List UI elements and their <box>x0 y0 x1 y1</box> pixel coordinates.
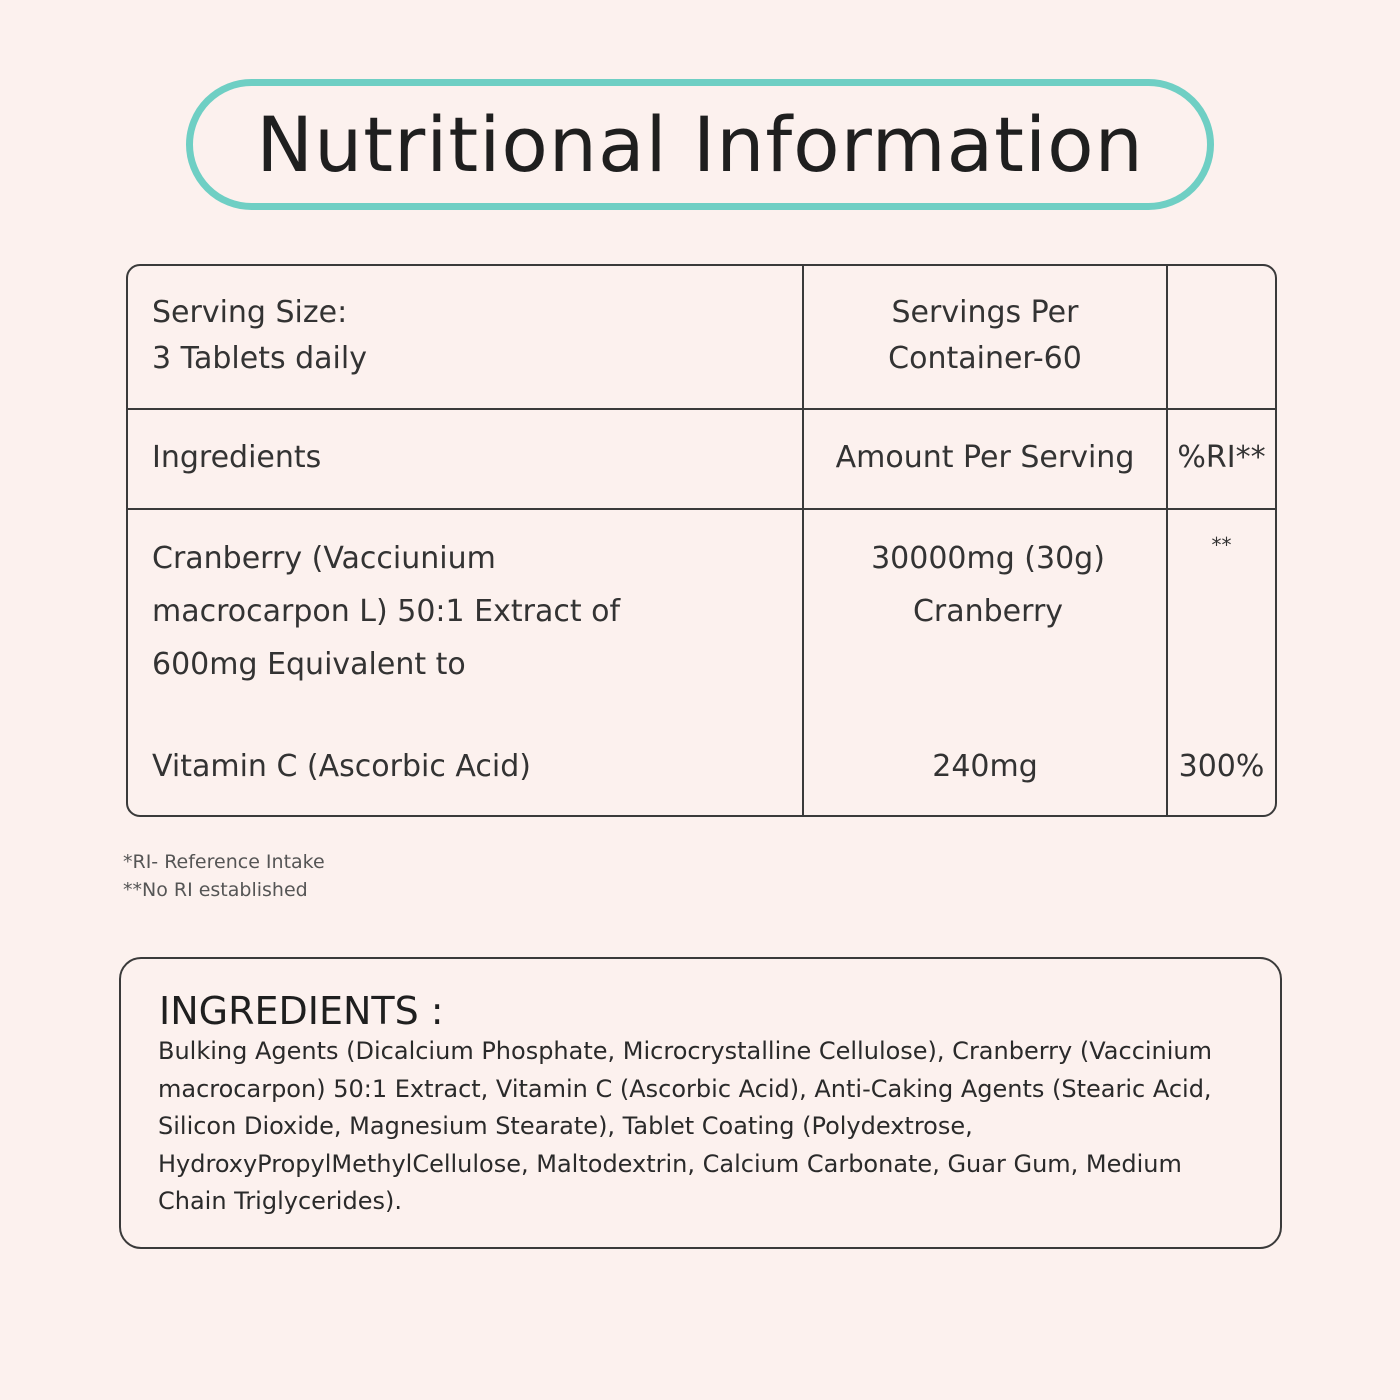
servings-per-line2: Container-60 <box>888 341 1082 376</box>
table-row-cranberry-ri: ** <box>1211 533 1232 557</box>
ingredients-text: Bulking Agents (Dicalcium Phosphate, Microcrystalline Cellulose), Cranberry (Vaccinium macrocarpon) 50:1 Extract, Vitamin C (Ascorbic Acid), Anti-Caking Agents (Stearic Acid, Silicon Dioxide, Magnesium Stearate), Tablet Coating (Polydextrose, HydroxyPropylMethylCellulose, Maltodextrin, Calcium Carbonate, Guar Gum, Medium Chain Triglycerides). <box>158 1037 1213 1215</box>
table-row-cranberry-ingredient: Cranberry (Vacciunium macrocarpon L) 50:1 Extract of 600mg Equivalent to <box>152 541 621 682</box>
table-row-cranberry-amount: 30000mg (30g) Cranberry <box>871 541 1105 629</box>
servings-per-container-cell <box>804 290 1166 382</box>
ingredients-title: INGREDIENTS : <box>159 989 444 1033</box>
row-divider-2 <box>128 508 1275 510</box>
serving-size-cell <box>152 290 792 382</box>
row-divider-1 <box>128 408 1275 410</box>
table-row-vitamin-c-ri: 300% <box>1178 749 1265 784</box>
title-banner <box>186 79 1214 210</box>
serving-size-value: 3 Tablets daily <box>152 341 367 376</box>
table-row-vitamin-c-amount: 240mg <box>932 749 1038 784</box>
header-ingredients: Ingredients <box>152 440 322 475</box>
nutrition-table <box>126 264 1277 817</box>
ingredients-box <box>119 957 1282 1249</box>
footnotes <box>123 848 325 904</box>
header-ri: %RI** <box>1177 440 1266 475</box>
servings-per-line1: Servings Per <box>891 295 1079 330</box>
header-amount: Amount Per Serving <box>835 440 1135 475</box>
table-row-vitamin-c-ingredient: Vitamin C (Ascorbic Acid) <box>152 749 531 784</box>
footnote-ri: *RI- Reference Intake <box>123 851 325 873</box>
serving-size-label: Serving Size: <box>152 295 348 330</box>
page-title: Nutritional Information <box>256 99 1144 189</box>
footnote-no-ri: **No RI established <box>123 879 308 901</box>
